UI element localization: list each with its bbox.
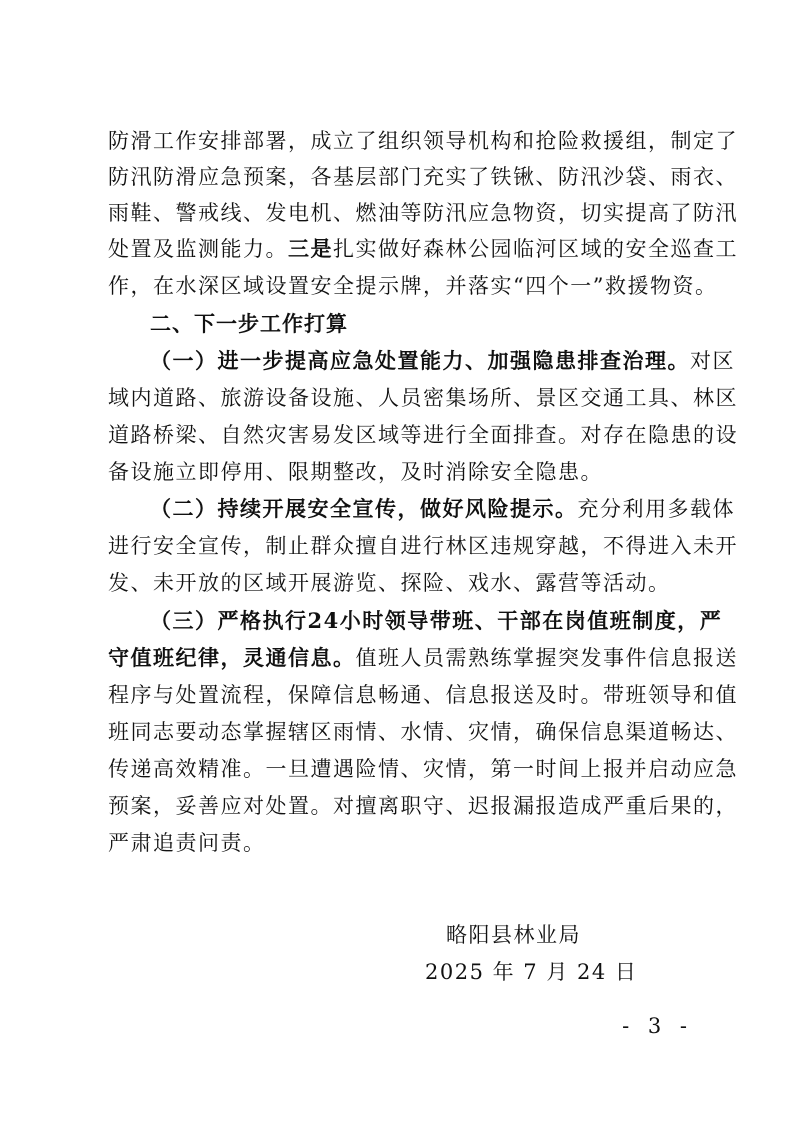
body-text-line: 防汛防滑应急预案，各基层部门充实了铁锹、防汛沙袋、雨衣、 — [108, 165, 738, 189]
body-text-line: 防滑工作安排部署，成立了组织领导机构和抢险救援组，制定了 — [108, 129, 738, 153]
emphasis-label: 三是 — [288, 236, 333, 261]
body-text-line: 传递高效精准。一旦遭遇险情、灾情，第一时间上报并启动应急 — [108, 757, 738, 781]
item-3-heading: （三）严格执行24小时领导带班、干部在岗值班制度，严 — [150, 608, 723, 633]
body-text-line: 作，在水深区域设置安全提示牌，并落实“四个一”救援物资。 — [108, 274, 718, 298]
body-text-fragment: 充分利用多载体 — [577, 497, 735, 521]
body-text-fragment: 对区 — [690, 349, 735, 373]
body-text-line: 进行安全宣传，制止群众擅自进行林区违规穿越，不得进入未开 — [108, 534, 738, 558]
body-text-fragment: 值班人员需熟练掌握突发事件信息报送 — [355, 646, 738, 670]
item-2-heading: （二）持续开展安全宣传，做好风险提示。 — [150, 496, 578, 521]
body-text-line — [108, 235, 738, 263]
item-1-heading: （一）进一步提高应急处置能力、加强隐患排查治理。 — [150, 348, 690, 373]
signature-date: 2025 年 7 月 24 日 — [425, 960, 638, 984]
body-text-line: 严肃追责问责。 — [108, 831, 266, 855]
body-text-line: 程序与处置流程，保障信息畅通、信息报送及时。带班领导和值 — [108, 683, 738, 707]
page-number: - 3 - — [622, 1014, 693, 1038]
body-text-line: 域内道路、旅游设备设施、人员密集场所、景区交通工具、林区 — [108, 386, 738, 410]
section-heading: 二、下一步工作打算 — [150, 312, 348, 336]
body-text-line: 班同志要动态掌握辖区雨情、水情、灾情，确保信息渠道畅达、 — [108, 720, 738, 744]
item-2-line — [150, 495, 735, 523]
body-text-fragment: 扎实做好森林公园临河区域的安全巡查工 — [333, 237, 738, 261]
item-3-line — [108, 644, 738, 672]
body-text-line: 道路桥梁、自然灾害易发区域等进行全面排查。对存在隐患的设 — [108, 423, 738, 447]
signature-org: 略阳县林业局 — [446, 923, 581, 947]
body-text-line: 发、未开放的区域开展游览、探险、戏水、露营等活动。 — [108, 571, 671, 595]
body-text-line: 雨鞋、警戒线、发电机、燃油等防汛应急物资，切实提高了防汛 — [108, 201, 738, 225]
item-3-heading-cont: 守值班纪律，灵通信息。 — [108, 645, 356, 670]
body-text-line: 备设施立即停用、限期整改，及时消除安全隐患。 — [108, 460, 603, 484]
body-text-line: 预案，妥善应对处置。对擅离职守、迟报漏报造成严重后果的， — [108, 794, 738, 818]
body-text-fragment: 处置及监测能力。 — [108, 237, 288, 261]
item-1-line — [150, 347, 735, 375]
